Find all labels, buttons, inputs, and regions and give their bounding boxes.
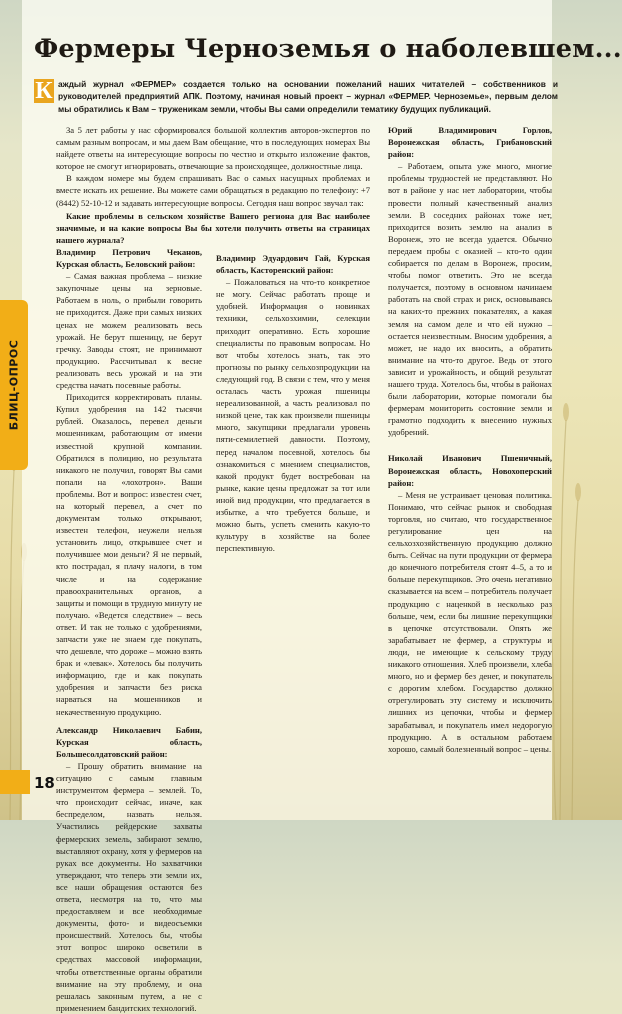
text-column-right	[388, 124, 552, 776]
lead-drop-cap: К	[35, 78, 53, 104]
page-number: 18	[34, 774, 55, 792]
respondent-answer: – Пожаловаться на что-то конкретное не могу. Сейчас работать проще и удобней. Информация о новинках техники, сельхозхимии, селекции приходит оперативно. Есть хорошие специалисты по правовым вопросам. Но вот чтобы хотелось знать, так это прогнозы по рынку сельхозпродукции на следующий год. В связи с тем, что у меня осталась часть урожая пшеницы нереализованной, а часть реализовал по низкой цене, так как произвели пшеницы много, закупщики предлагали уровень пяти-семилетней давности. Поэтому, перед началом посевной, хотелось бы ознакомиться с мнением специалистов, какой продукт будет востребован на рынке, какие цены предложат за тот или иной вид продукции, что предлагается в избытке, а что требуется больше, и можно быть, успеть сменить какую-то культуру в хозяйстве на более перспективную.	[216, 277, 370, 554]
intro-paragraph: За 5 лет работы у нас сформировался большой коллектив авторов-экспертов по самым разным вопросам, и мы даем Вам обещание, что в последующих номерах Вы найдете ответы на интересующие вопросы по честно и открыто изложение фактов, которое не смогут игнорировать, отвечающие за происходящее, должностные лица.	[56, 125, 370, 172]
respondent-answer: – Работаем, опыта уже много, многие проблемы трудностей не представляют. Но вот в районе у нас нет лаборатории, чтобы провести полный качественный анализ земли. В соседних районах тоже нет, приходится возить землю на анализ в Воронеж, это не всегда удается. Обычно передаем пробы с оказией – кто-то один собирается по делам в Воронеж, просим, чтобы помог ответить. Это не всегда получается, поэтому в основном начинаем работать на свой страх и риск, основываясь на каких-то прежних показателях, а какая земля на самом деле и что ей нужно – остается неизвестным. Вносим удобрения, а может, не надо их вносить, а обратить внимание на что-то другое. Ведь от этого зависит и урожайность, и общий результат нашего труда. Хотелось бы, чтобы в районах были лаборатории, которые помогали бы фермерам мониторить состояние земли и грамотно подходить к внесению нужных удобрений.	[388, 161, 552, 438]
survey-question: Какие проблемы в сельском хозяйстве Вашего региона для Вас наиболее значимые, и на какие вопросы Вы бы хотели получить ответы на страницах нашего журнала?	[56, 210, 370, 245]
intro-column	[56, 124, 370, 245]
lead-text: аждый журнал «ФЕРМЕР» создается только на основании пожеланий наших читателей – собственников и руководителей предприятий АПК. Поэтому, начиная новый проект – журнал «ФЕРМЕР. Черноземье», первым делом мы обратились к Вам – труженикам земли, чтобы Вы сами определили тематику будущих публикаций.	[58, 79, 558, 114]
respondent-answer: – Самая важная проблема – низкие закупочные цены на зерновые. Работаем в ноль, о прибыли говорить не приходится. Даже при самых низких ценах не можем реализовать весь урожай. Не берут пшеницу, не берут гречку. Заводы стоят, не принимают продукцию. Рассчитывал к весне реализовать весь урожай и на эти средства начать посевные работы.	[56, 271, 202, 391]
page-number-mark	[0, 770, 30, 794]
section-tab-label: БЛИЦ-ОПРОС	[7, 339, 21, 431]
respondent-answer: Приходится корректировать планы. Купил удобрения на 142 тысячи рублей. Оказалось, перевел деньги мошенникам, работающим от имени известной крупной компании. Обратился в полицию, но результата никакого не получил, говорят Вы сами попали на «лохотрон». Ваши проблемы. Вот и вопрос: известен счет, на который перевел, а счет по документам только открывают, известен телефон, неужели нельзя установить лицо, открывшее счет и получившее мои деньги? Я не первый, кто пострадал, я плачу налоги, в том числе и на содержание правоохранительных органов, а защиты и помощи в трудную минуту не получаю. «Ведется следствие» – весь ответ. И так не только с удобрениями, запчасти уже не знаем где покупать, что дешевле, что дороже – можно взять брак и «левак». Хотелось бы получить информацию, где и как покупать удобрения и запчасти без риска нарваться на мошенников и некачественную продукцию.	[56, 392, 202, 717]
respondent-name: Владимир Эдуардович Гай, Курская область, Касторенский район:	[216, 253, 370, 276]
section-tab	[0, 300, 28, 470]
respondent-name: Юрий Владимирович Горлов, Воронежская область, Грибановский район:	[388, 125, 552, 160]
respondent-answer: – Прошу обратить внимание на ситуацию с самым главным инструментом фермера – землей. То, что происходит сейчас, иначе, как беспределом, назвать нельзя. Участились рейдерские захваты фермерских земель, забирают землю, выставляют охрану, хотя у фермеров на руках все документы. Но захватчики утверждают, что теперь эти земли их, все наши обращения остаются без ответа, несмотря на то, что мы предоставляем и все необходимые документы, фото- и видеосъемки происшествий. Хотелось бы, чтобы этот вопрос широко осветили в средствах массовой информации, чтобы ответственные органы обратили внимание на эту проблему, и она решалась законным путем, а не с применением бандитских технологий.	[56, 760, 202, 1013]
text-column-left	[56, 246, 202, 1013]
article-lead	[34, 78, 558, 115]
respondent-name: Владимир Петрович Чеканов, Курская область, Беловский район:	[56, 247, 202, 270]
respondent-name: Николай Иванович Пшеничный, Воронежская область, Новохоперский район:	[388, 453, 552, 488]
intro-paragraph: В каждом номере мы будем спрашивать Вас о самых насущных проблемах и вместе искать их решение. Вы можете сами обращаться в редакцию по телефону: +7 (8442) 52-10-12 и задавать интересующие вопросы. Сегодня наш вопрос звучал так:	[56, 173, 370, 208]
text-column-middle	[216, 246, 370, 776]
article-title: Фермеры Черноземья о наболевшем...	[34, 34, 622, 64]
respondent-answer: – Меня не устраивает ценовая политика. Понимаю, что сейчас рынок и свободная торговля, но считаю, что государственное регулирование цен на сельхозхозяйственную продукцию должно быть. Сейчас на пути продукции от фермера до конечного потребителя стоят 4–5, а то и больше перекупщиков. Это очень негативно сказывается на всем – потребитель получает продукцию с наценкой в несколько раз больше, чем, если бы лишние перекупщики в цепочке отсутствовали. Опять же зарабатывает не фермер, а структуры и люди, не имеющие к сельскому труду никакого отношения. Хлеб произвели, хлеба много, но и фермер без денег, и покупатель с дорогим хлебом. Государство должно отрегулировать эту систему и исключить лишних из цепочки, чтобы и фермер зарабатывал, и покупатель имел недорогую продукцию. А в остальном работаем хорошо, самый болезненный вопрос – цены.	[388, 489, 552, 754]
respondent-name: Александр Николаевич Бабин, Курская область, Большесолдатовский район:	[56, 724, 202, 759]
